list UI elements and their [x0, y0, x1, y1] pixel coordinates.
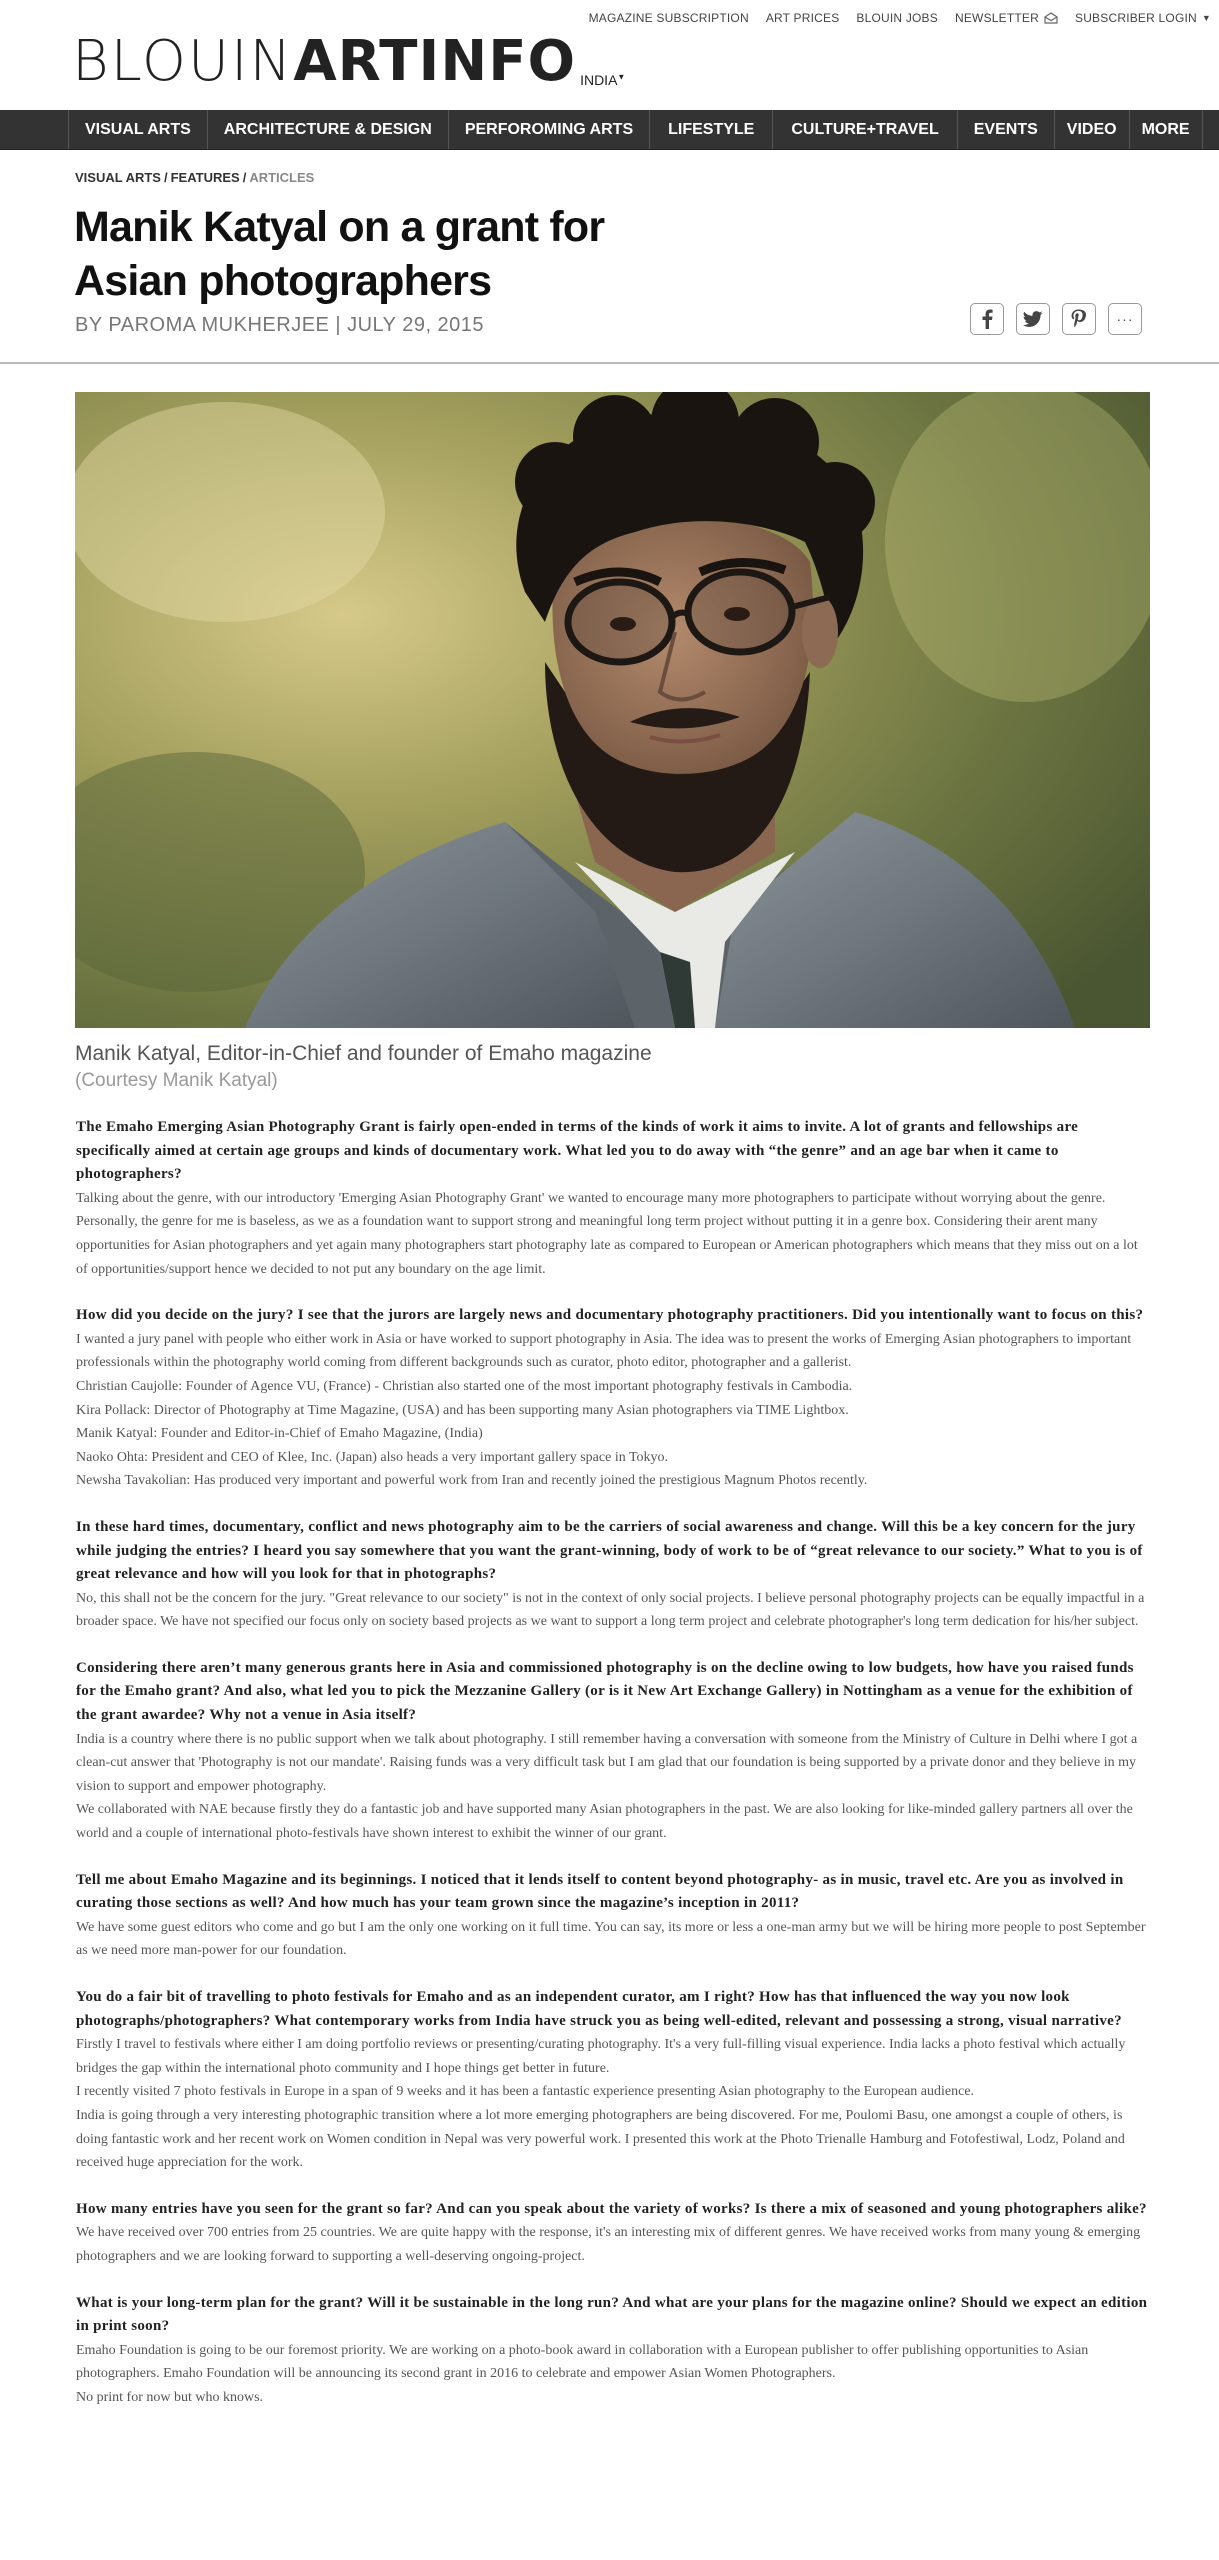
header-divider [0, 362, 1219, 364]
twitter-icon [1023, 311, 1043, 327]
qa-block [76, 1516, 1150, 1634]
qa-block [76, 1116, 1150, 1281]
article-hero-image [75, 392, 1150, 1028]
answer-paragraph: Newsha Tavakolian: Has produced very important and powerful work from Iran and recently joined the prestigious Magnum Photos recently. [76, 1473, 868, 1489]
question: The Emaho Emerging Asian Photography Grant is fairly open-ended in terms of the kinds of work it aims to invite. A lot of grants and fellowships are specifically aimed at certain age groups and kinds of documentary work. What led you to do away with “the genre” and an age bar when it came to photographers? [76, 1119, 1079, 1183]
answer-paragraph: India is a country where there is no public support when we talk about photography. I still remember having a conversation with someone from the Ministry of Culture in Delhi where I got a clean-cut answer that 'Photography is not our mandate'. Raising funds was a very difficult task but I am glad that our foundation is being supported by a private donor and they believe in my vision to support and empower photography. [76, 1731, 1138, 1794]
answer-paragraph: We collaborated with NAE because firstly they do a fantastic job and have supported many Asian photographers in the past. We are also looking for like-minded gallery partners all over the world and a couple of international photo-festivals have shown interest to exhibit the winner of our grant. [76, 1802, 1133, 1842]
logo-text-light: BLOUIN [72, 29, 294, 94]
answer-paragraph: Emaho Foundation is going to be our foremost priority. We are working on a photo-book award in collaboration with a European publisher to offer publishing opportunities to Asian photographers. Emaho Foundation will be announcing its second grant in 2016 to celebrate and empower Asian Women Photographers. [76, 2342, 1089, 2382]
qa-block [76, 1986, 1150, 2175]
logo-edition: INDIA▼ [580, 72, 626, 88]
article-byline [75, 314, 484, 337]
question: In these hard times, documentary, conflict and news photography aim to be the carriers of social awareness and change. Will this be a key concern for the jury while judging the entries? I heard you say somewhere that you want the grant-winning, body of work to be of “great relevance to our society.” What to you is of great relevance and how will you look for that in photographs? [76, 1518, 1143, 1583]
site-logo[interactable] [72, 29, 626, 94]
question: How many entries have you seen for the grant so far? And can you speak about the variety of works? Is there a mix of seasoned and young photographers alike? [76, 2200, 1147, 2217]
facebook-icon [980, 309, 994, 329]
nav-item-visual-arts[interactable]: VISUAL ARTS [69, 110, 208, 149]
nav-item-culture-travel[interactable]: CULTURE+TRAVEL [773, 110, 957, 149]
article-author[interactable]: BY PAROMA MUKHERJEE [75, 314, 330, 336]
question: How did you decide on the jury? I see that the jurors are largely news and documentary photography practitioners. Did you intentionally want to focus on this? [76, 1307, 1144, 1324]
util-link-label: MAGAZINE SUBSCRIPTION [588, 11, 749, 25]
pinterest-share-button[interactable] [1062, 303, 1096, 335]
qa-block [76, 1869, 1150, 1963]
more-icon: ··· [1116, 311, 1134, 327]
breadcrumb-articles: ARTICLES [249, 170, 315, 185]
caret-down-icon: ▼ [1201, 13, 1211, 23]
breadcrumb-features[interactable]: FEATURES [170, 170, 240, 185]
qa-block [76, 2292, 1150, 2410]
nav-item-performing-arts[interactable]: PERFOROMING ARTS [449, 110, 650, 149]
util-link-subscriber-login[interactable] [1075, 11, 1211, 25]
answer-paragraph: We have received over 700 entries from 25 countries. We are quite happy with the response, it's an interesting mix of different genres. We have received works from many young & emerging photographers and we are looking forward to supporting a well-deserving ongoing-project. [76, 2225, 1141, 2264]
main-nav-list [68, 110, 1203, 149]
nav-item-lifestyle[interactable]: LIFESTYLE [650, 110, 773, 149]
util-link-label: BLOUIN JOBS [856, 11, 938, 25]
image-caption: Manik Katyal, Editor-in-Chief and founder of Emaho magazine [75, 1042, 652, 1065]
util-link-magazine-subscription[interactable] [589, 11, 749, 25]
twitter-share-button[interactable] [1016, 303, 1050, 335]
answer-paragraph: We have some guest editors who come and go but I am the only one working on it full time. You can say, its more or less a one-man army but we will be hiring more people to post September as we need more man-power for our foundation. [76, 1919, 1146, 1959]
util-link-label: SUBSCRIBER LOGIN [1074, 11, 1197, 25]
answer-paragraph: Talking about the genre, with our introductory 'Emerging Asian Photography Grant' we wanted to encourage many more photographers to participate without worrying about the genre. Personally, the genre for me is baseless, as we as a foundation want to support strong and meaningful long term project without putting it in a genre box. Considering their arent many opportunities for Asian photographers and yet again many photographers start photography late as compared to European or American photographers which means that they miss out on a lot of opportunities/support hence we decided to not put any boundary on the age limit. [76, 1190, 1138, 1277]
nav-item-more[interactable]: MORE [1130, 110, 1203, 149]
answer-paragraph: Kira Pollack: Director of Photography at Time Magazine, (USA) and has been supporting many Asian photographers via TIME Lightbox. [76, 1402, 849, 1418]
question: What is your long-term plan for the grant? Will it be sustainable in the long run? And what are your plans for the magazine online? Should we expect an edition in print soon? [76, 2294, 1148, 2335]
answer-paragraph: I recently visited 7 photo festivals in Europe in a span of 9 weeks and it has been a fantastic experience presenting Asian photography to the European audience. [76, 2084, 975, 2100]
pinterest-icon [1071, 309, 1087, 329]
facebook-share-button[interactable] [970, 303, 1004, 335]
answer-paragraph: Firstly I travel to festivals where either I am doing portfolio reviews or presenting/curating photography. It's a very full-filling visual experience. India lacks a photo festival which actually bridges the gap within the international photo community and I hope things get better in future. [76, 2037, 1126, 2076]
nav-item-architecture-design[interactable]: ARCHITECTURE & DESIGN [208, 110, 449, 149]
util-link-newsletter[interactable] [955, 11, 1058, 25]
answer-paragraph: Christian Caujolle: Founder of Agence VU, (France) - Christian also started one of the most important photography festivals in Cambodia. [76, 1378, 853, 1394]
util-link-blouin-jobs[interactable] [856, 11, 938, 25]
qa-block [76, 1304, 1150, 1493]
breadcrumb-separator: / [242, 170, 247, 185]
answer-paragraph: Manik Katyal: Founder and Editor-in-Chief of Emaho Magazine, (India) [76, 1426, 483, 1442]
share-buttons [970, 303, 1142, 335]
answer-paragraph: Naoko Ohta: President and CEO of Klee, Inc. (Japan) also heads a very important gallery space in Tokyo. [76, 1449, 669, 1465]
question: You do a fair bit of travelling to photo festivals for Emaho and as an independent curator, am I right? How has that influenced the way you now look photographs/photographers? What contemporary works from India have struck you as being well-edited, relevant and possessing a strong, visual narrative? [76, 1989, 1122, 2029]
answer-paragraph: India is going through a very interesting photographic transition where a lot more emerging photographers are being discovered. For me, Poulomi Basu, one amongst a couple of others, is doing fantastic work and her recent work on Women condition in Nepal was very powerful work. I presented this work at the Photo Trienalle Hamburg and Fotofestiwal, Lodz, Poland and received huge appreciation for the work. [76, 2107, 1125, 2171]
main-nav [0, 110, 1219, 150]
qa-block [76, 2198, 1150, 2269]
nav-item-video[interactable]: VIDEO [1055, 110, 1130, 149]
util-link-label: ART PRICES [765, 11, 840, 25]
breadcrumb [75, 170, 314, 185]
article-date: JULY 29, 2015 [347, 314, 485, 336]
more-share-button[interactable] [1108, 303, 1142, 335]
util-link-label: NEWSLETTER [954, 11, 1039, 25]
answer-paragraph: I wanted a jury panel with people who either work in Asia or have worked to support photography in Asia. The idea was to present the works of Emerging Asian photographers to important professionals within the photography world coming from different backgrounds such as curator, photo editor, photographer and a gallerist. [76, 1331, 1132, 1371]
breadcrumb-separator: / [163, 170, 168, 185]
nav-item-events[interactable]: EVENTS [958, 110, 1055, 149]
answer-paragraph: No, this shall not be the concern for the jury. "Great relevance to our society" is not in the context of only social projects. I believe personal photography projects can be equally impactful in a broader space. We have not specified our focus only on society based projects as we want to support a long term project and celebrate photographer's long term dedication for his/her subject. [76, 1590, 1145, 1630]
question: Tell me about Emaho Magazine and its beginnings. I noticed that it lends itself to content beyond photography- as in music, travel etc. Are you as involved in curating those sections as well? And how much has your team grown since the magazine’s inception in 2011? [76, 1871, 1124, 1912]
utility-nav [589, 11, 1211, 25]
portrait-photo [75, 392, 1150, 1028]
qa-block [76, 1657, 1150, 1846]
article-body [76, 1116, 1150, 2433]
logo-text-bold: ARTINFO [293, 29, 577, 94]
article-title: Manik Katyal on a grant for Asian photographers [74, 203, 605, 305]
byline-divider: | [335, 314, 342, 336]
answer-paragraph: No print for now but who knows. [76, 2389, 264, 2405]
question: Considering there aren’t many generous grants here in Asia and commissioned photography is on the decline owing to low budgets, how have you raised funds for the Emaho grant? And also, what led you to pick the Mezzanine Gallery (or is it New Art Exchange Gallery) in Nottingham as a venue for the exhibition of the grant awardee? Why not a venue in Asia itself? [76, 1659, 1134, 1724]
util-link-art-prices[interactable] [766, 11, 840, 25]
image-credit: (Courtesy Manik Katyal) [75, 1070, 278, 1091]
breadcrumb-visual-arts[interactable]: VISUAL ARTS [75, 170, 161, 185]
envelope-icon [1044, 12, 1058, 24]
